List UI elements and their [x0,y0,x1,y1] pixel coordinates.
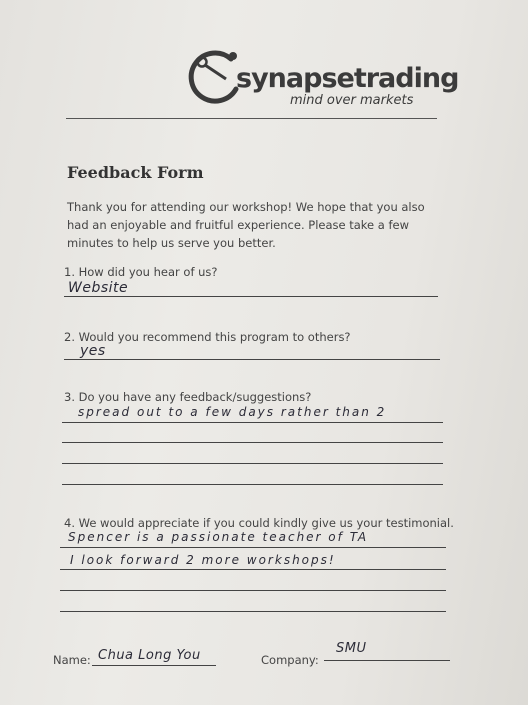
answer-line [60,611,446,612]
answer-1: Website [68,280,129,296]
answer-line [64,296,438,297]
answer-3: spread out to a few days rather than 2 [78,405,387,419]
answer-line [60,590,446,591]
question-4: 4. We would appreciate if you could kindly give us your testimonial. [64,516,454,530]
question-2: 2. Would you recommend this program to others? [64,330,351,344]
logo-tagline: mind over markets [290,93,414,108]
name-line [92,665,216,666]
answer-2: yes [80,343,106,359]
header-divider [66,118,437,119]
company-line [324,660,450,661]
answer-line [64,359,440,360]
answer-line [62,484,443,485]
name-value: Chua Long You [98,648,201,663]
company-label: Company: [261,653,319,667]
answer-4-line-2: I look forward 2 more workshops! [70,553,336,567]
answer-line [60,569,446,570]
question-3: 3. Do you have any feedback/suggestions? [64,390,312,404]
answer-line [62,422,443,423]
question-1: 1. How did you hear of us? [64,265,218,279]
form-title: Feedback Form [67,163,204,182]
logo-brand-name: synapsetrading [236,63,459,94]
synapsetrading-logo [186,47,459,115]
name-label: Name: [53,653,91,667]
form-intro: Thank you for attending our workshop! We hope that you also had an enjoyable and fruitful experience. Please take a few minutes to help us serve you better. [67,200,425,250]
answer-4-line-1: Spencer is a passionate teacher of TA [68,530,369,544]
answer-line [62,463,443,464]
answer-line [60,547,446,548]
company-value: SMU [336,641,367,656]
answer-line [62,442,443,443]
